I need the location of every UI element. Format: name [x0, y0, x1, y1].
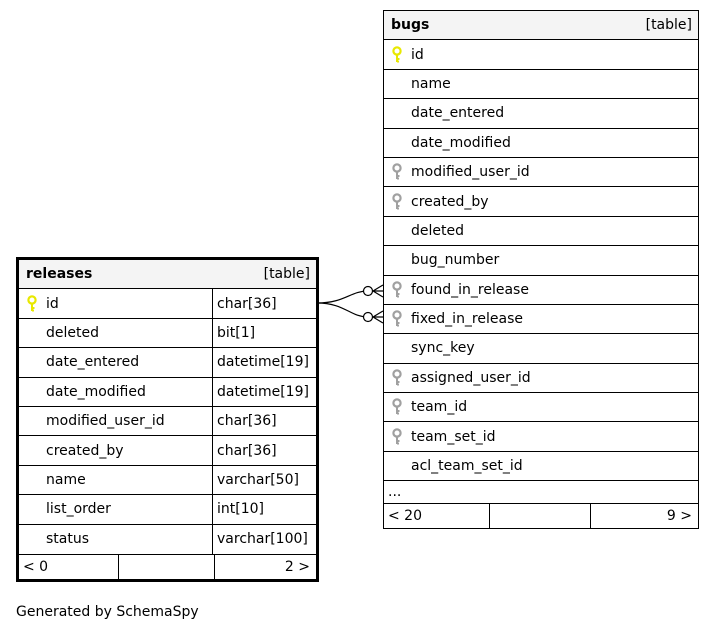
column-type: datetime[19]	[212, 348, 309, 376]
column-name: id	[46, 295, 59, 312]
table-releases[interactable]	[16, 257, 319, 582]
column-row-deleted[interactable]	[384, 217, 698, 246]
column-name-cell	[19, 378, 212, 406]
column-row-created-by[interactable]	[384, 187, 698, 216]
column-name-cell	[19, 436, 212, 464]
column-row-modified-user-id[interactable]	[384, 158, 698, 187]
column-type: char[36]	[212, 436, 277, 464]
column-name: id	[411, 46, 424, 63]
parent-count: < 0	[23, 558, 49, 575]
column-name-cell	[19, 525, 212, 554]
column-name: list_order	[46, 501, 111, 518]
primary-key-icon	[390, 46, 404, 64]
row-count	[489, 504, 592, 528]
column-name-cell	[384, 393, 467, 421]
column-name-cell	[384, 246, 499, 274]
child-count: 2 >	[284, 558, 310, 575]
edge-releases-id-to-fixed-in-release	[317, 303, 383, 323]
table-header[interactable]	[384, 11, 698, 40]
column-row-sync-key[interactable]	[384, 334, 698, 363]
column-name-cell	[19, 319, 212, 347]
column-name-cell	[384, 187, 489, 215]
column-row-deleted[interactable]	[19, 319, 316, 348]
primary-key-icon	[25, 295, 39, 313]
column-name: name	[411, 75, 451, 92]
column-name-cell	[384, 158, 530, 186]
row-count	[118, 555, 215, 579]
column-row-found-in-release[interactable]	[384, 276, 698, 305]
foreign-key-icon	[390, 163, 404, 181]
column-name: assigned_user_id	[411, 369, 531, 386]
column-name-cell	[384, 70, 451, 98]
column-name-cell	[384, 364, 531, 392]
column-name: modified_user_id	[411, 164, 530, 181]
column-name: date_entered	[411, 105, 505, 122]
column-row-id[interactable]	[384, 40, 698, 69]
foreign-key-icon	[390, 310, 404, 328]
column-type: char[36]	[212, 407, 277, 435]
table-kind: [table]	[645, 17, 692, 34]
column-name-cell	[384, 422, 496, 450]
column-type: varchar[50]	[212, 466, 299, 494]
edge-releases-id-to-found-in-release	[317, 285, 383, 303]
column-row-created-by[interactable]	[19, 436, 316, 465]
more-columns: ...	[384, 481, 698, 504]
column-name: modified_user_id	[46, 413, 165, 430]
column-type: varchar[100]	[212, 525, 308, 554]
column-name: acl_team_set_id	[411, 458, 523, 475]
column-row-fixed-in-release[interactable]	[384, 305, 698, 334]
column-row-name[interactable]	[19, 466, 316, 495]
column-name: status	[46, 531, 90, 548]
foreign-key-icon	[390, 193, 404, 211]
column-row-acl-team-set-id[interactable]	[384, 452, 698, 481]
column-name: created_by	[46, 442, 124, 459]
column-name: date_modified	[411, 134, 511, 151]
column-name: created_by	[411, 193, 489, 210]
foreign-key-icon	[390, 369, 404, 387]
column-type: int[10]	[212, 495, 264, 523]
table-footer	[384, 504, 698, 528]
generated-by-credit: Generated by SchemaSpy	[16, 604, 199, 620]
table-header[interactable]	[19, 260, 316, 289]
table-name: releases	[26, 266, 93, 283]
column-name-cell	[19, 407, 212, 435]
column-row-id[interactable]	[19, 289, 316, 318]
column-type: bit[1]	[212, 319, 255, 347]
column-name-cell	[384, 40, 424, 68]
column-row-date-modified[interactable]	[384, 129, 698, 158]
table-footer	[19, 554, 316, 579]
column-name-cell	[384, 99, 504, 127]
parent-count: < 20	[388, 508, 422, 525]
foreign-key-icon	[390, 398, 404, 416]
foreign-key-icon	[390, 281, 404, 299]
column-row-name[interactable]	[384, 70, 698, 99]
column-name: bug_number	[411, 252, 500, 269]
column-name-cell	[384, 305, 523, 333]
column-name: deleted	[411, 222, 464, 239]
foreign-key-icon	[390, 428, 404, 446]
column-name: found_in_release	[411, 281, 529, 298]
child-count: 9 >	[666, 508, 693, 525]
column-row-team-set-id[interactable]	[384, 422, 698, 451]
column-name: sync_key	[411, 340, 475, 357]
column-row-list-order[interactable]	[19, 495, 316, 524]
column-name-cell	[384, 129, 511, 157]
table-name: bugs	[391, 17, 430, 34]
column-name-cell	[384, 276, 529, 304]
column-name-cell	[19, 495, 212, 523]
column-name-cell	[384, 217, 464, 245]
column-row-team-id[interactable]	[384, 393, 698, 422]
column-name-cell	[19, 348, 212, 376]
column-row-bug-number[interactable]	[384, 246, 698, 275]
column-name: team_set_id	[411, 428, 496, 445]
column-row-date-modified[interactable]	[19, 378, 316, 407]
column-name: date_modified	[46, 383, 146, 400]
column-row-modified-user-id[interactable]	[19, 407, 316, 436]
column-row-status[interactable]	[19, 525, 316, 554]
table-bugs[interactable]	[383, 10, 699, 529]
column-row-date-entered[interactable]	[19, 348, 316, 377]
column-row-date-entered[interactable]	[384, 99, 698, 128]
column-name-cell	[19, 289, 212, 317]
table-kind: [table]	[263, 266, 310, 283]
column-name: team_id	[411, 399, 468, 416]
column-name: deleted	[46, 324, 99, 341]
column-name: date_entered	[46, 354, 140, 371]
column-type: datetime[19]	[212, 378, 309, 406]
column-row-assigned-user-id[interactable]	[384, 364, 698, 393]
column-name: fixed_in_release	[411, 311, 523, 328]
column-type: char[36]	[212, 289, 277, 317]
column-name-cell	[19, 466, 212, 494]
column-name-cell	[384, 452, 523, 480]
column-name: name	[46, 471, 86, 488]
column-name-cell	[384, 334, 475, 362]
